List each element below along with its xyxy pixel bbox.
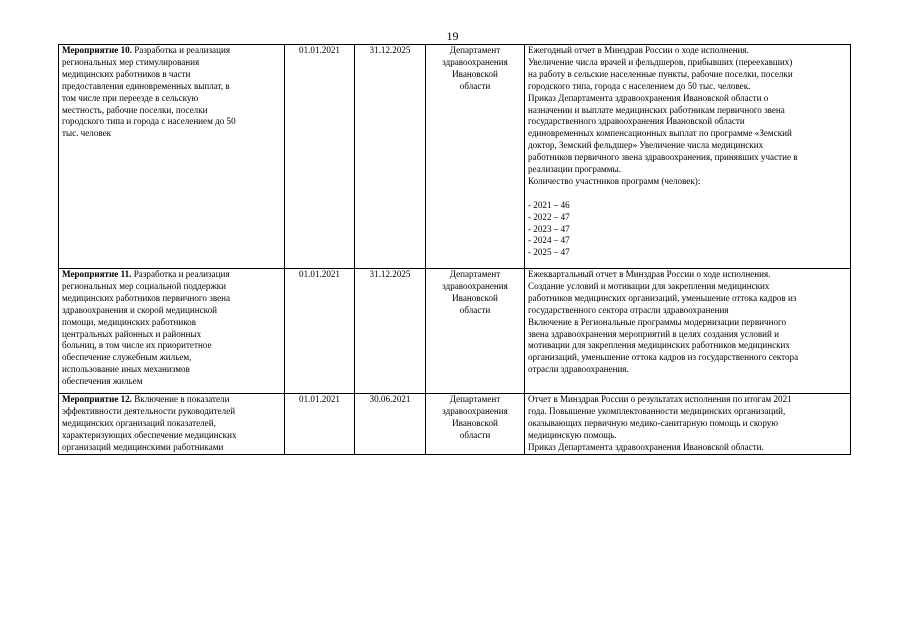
measure-name-line: местность, рабочие поселки, поселки <box>62 104 208 115</box>
result-line: на работу в сельские населенные пункты, рабочие поселки, поселки <box>528 68 793 79</box>
expected-result <box>525 394 851 455</box>
result-line: Ежеквартальный отчет в Минздрав России о ходе исполнения. <box>528 269 771 279</box>
measure-name-cell <box>59 394 285 455</box>
blank-line <box>528 188 847 200</box>
result-line: назначении и выплате медицинских работникам первичного звена <box>528 104 785 115</box>
measure-name-line: обеспечения жильем <box>62 376 143 387</box>
measure-name-line: обеспечение служебным жильем, <box>62 352 192 363</box>
department-line: Департамент <box>449 45 501 55</box>
responsible-department <box>426 394 525 455</box>
result-line: государственного здравоохранения Ивановской области <box>528 116 745 127</box>
result-line: государственного сектора отрасли здравоохранения <box>528 304 729 315</box>
measure-name-line: Разработка и реализация <box>131 45 231 55</box>
participants-year-item: - 2024 – 47 <box>528 235 570 246</box>
measure-name-line: организаций медицинскими работниками <box>62 441 224 452</box>
measures-table <box>58 44 851 455</box>
start-date: 01.01.2021 <box>285 394 355 455</box>
measure-label: Мероприятие 10. <box>62 45 132 55</box>
table-row <box>59 269 851 394</box>
participants-year-item: - 2022 – 47 <box>528 211 570 222</box>
measure-name-line: тыс. человек <box>62 128 112 139</box>
measure-name-line: городского типа и города с населением до 50 <box>62 116 236 127</box>
measure-name-line: здравоохранения и скорой медицинской <box>62 304 218 315</box>
result-line: оказывающих первичную медико-санитарную помощь и скорую <box>528 417 779 428</box>
measure-name-line: Разработка и реализация <box>131 269 230 279</box>
result-line: Ежегодный отчет в Минздрав России о ходе исполнения. <box>528 45 749 55</box>
measure-name-line: больниц, в том числе их приоритетное <box>62 340 212 351</box>
table-row <box>59 45 851 269</box>
start-date: 01.01.2021 <box>285 269 355 394</box>
department-line: здравоохранения <box>442 280 508 291</box>
participants-year-item: - 2021 – 46 <box>528 199 570 210</box>
result-line: отрасли здравоохранения. <box>528 364 629 375</box>
department-line: Ивановской <box>452 292 498 303</box>
measure-name-line: медицинских работников первичного звена <box>62 292 231 303</box>
measure-name-line: эффективности деятельности руководителей <box>62 405 236 416</box>
result-line: Создание условий и мотивации для закрепления медицинских <box>528 280 770 291</box>
department-line: Ивановской <box>452 417 498 428</box>
department-line: области <box>459 304 491 315</box>
measure-name-line: региональных мер социальной поддержки <box>62 280 227 291</box>
result-line: работников медицинских организаций, уменьшение оттока кадров из <box>528 292 797 303</box>
end-date: 31.12.2025 <box>355 269 426 394</box>
result-line: Включение в Региональные программы модернизации первичного <box>528 316 787 327</box>
measure-name-line: региональных мер стимулирования <box>62 56 200 67</box>
measure-name-line: медицинских организаций показателей, <box>62 417 216 428</box>
result-line: года. Повышение укомплектованности медицинских организаций, <box>528 405 786 416</box>
result-line: городского типа, города с населением до 50 тыс. человек. <box>528 80 751 91</box>
result-line: Приказ Департамента здравоохранения Ивановской области. <box>528 441 764 452</box>
result-line: Количество участников программ (человек): <box>528 175 701 186</box>
department-line: Ивановской <box>452 68 498 79</box>
department-line: области <box>459 80 491 91</box>
expected-result <box>525 45 851 269</box>
result-line: организаций, уменьшение оттока кадров из государственного сектора <box>528 352 799 363</box>
measure-name-line: предоставления единовременных выплат, в <box>62 80 230 91</box>
responsible-department <box>426 45 525 269</box>
expected-result <box>525 269 851 394</box>
department-line: здравоохранения <box>442 405 508 416</box>
measure-name-line: медицинских работников в части <box>62 68 191 79</box>
participants-year-item: - 2025 – 47 <box>528 247 570 258</box>
department-line: здравоохранения <box>442 56 508 67</box>
result-line: Приказ Департамента здравоохранения Ивановской области о <box>528 92 769 103</box>
result-line: звена здравоохранения мероприятий в целях создания условий и <box>528 328 780 339</box>
result-line: Увеличение числа врачей и фельдшеров, прибывших (переехавших) <box>528 56 793 67</box>
result-line: медицинскую помощь. <box>528 429 617 440</box>
department-line: Департамент <box>449 269 501 279</box>
responsible-department <box>426 269 525 394</box>
result-line: реализации программы. <box>528 164 621 175</box>
result-line: работников первичного звена здравоохранения, принявших участие в <box>528 152 798 163</box>
start-date: 01.01.2021 <box>285 45 355 269</box>
measure-name-cell <box>59 45 285 269</box>
participants-year-item: - 2023 – 47 <box>528 223 570 234</box>
department-line: Департамент <box>449 394 501 404</box>
end-date: 31.12.2025 <box>355 45 426 269</box>
department-line: области <box>459 429 491 440</box>
measure-name-line: использование иных механизмов <box>62 364 190 375</box>
result-line: мотивации для закрепления медицинских работников медицинских <box>528 340 790 351</box>
table-row <box>59 394 851 455</box>
end-date: 30.06.2021 <box>355 394 426 455</box>
result-line: Отчет в Минздрав России о результатах исполнения по итогам 2021 <box>528 394 792 404</box>
measure-name-line: Включение в показатели <box>131 394 230 404</box>
measure-name-line: характеризующих обеспечение медицинских <box>62 429 237 440</box>
measure-name-line: помощи, медицинских работников <box>62 316 197 327</box>
result-line: единовременных компенсационных выплат по программе «Земский <box>528 128 792 139</box>
page-number: 19 <box>446 29 459 43</box>
measure-name-line: том числе при переезде в сельскую <box>62 92 199 103</box>
measure-label: Мероприятие 12. <box>62 394 132 404</box>
measure-label: Мероприятие 11. <box>62 269 132 279</box>
measure-name-line: центральных районных и районных <box>62 328 202 339</box>
result-line: доктор, Земский фельдшер» Увеличение числа медицинских <box>528 140 764 151</box>
measure-name-cell <box>59 269 285 394</box>
